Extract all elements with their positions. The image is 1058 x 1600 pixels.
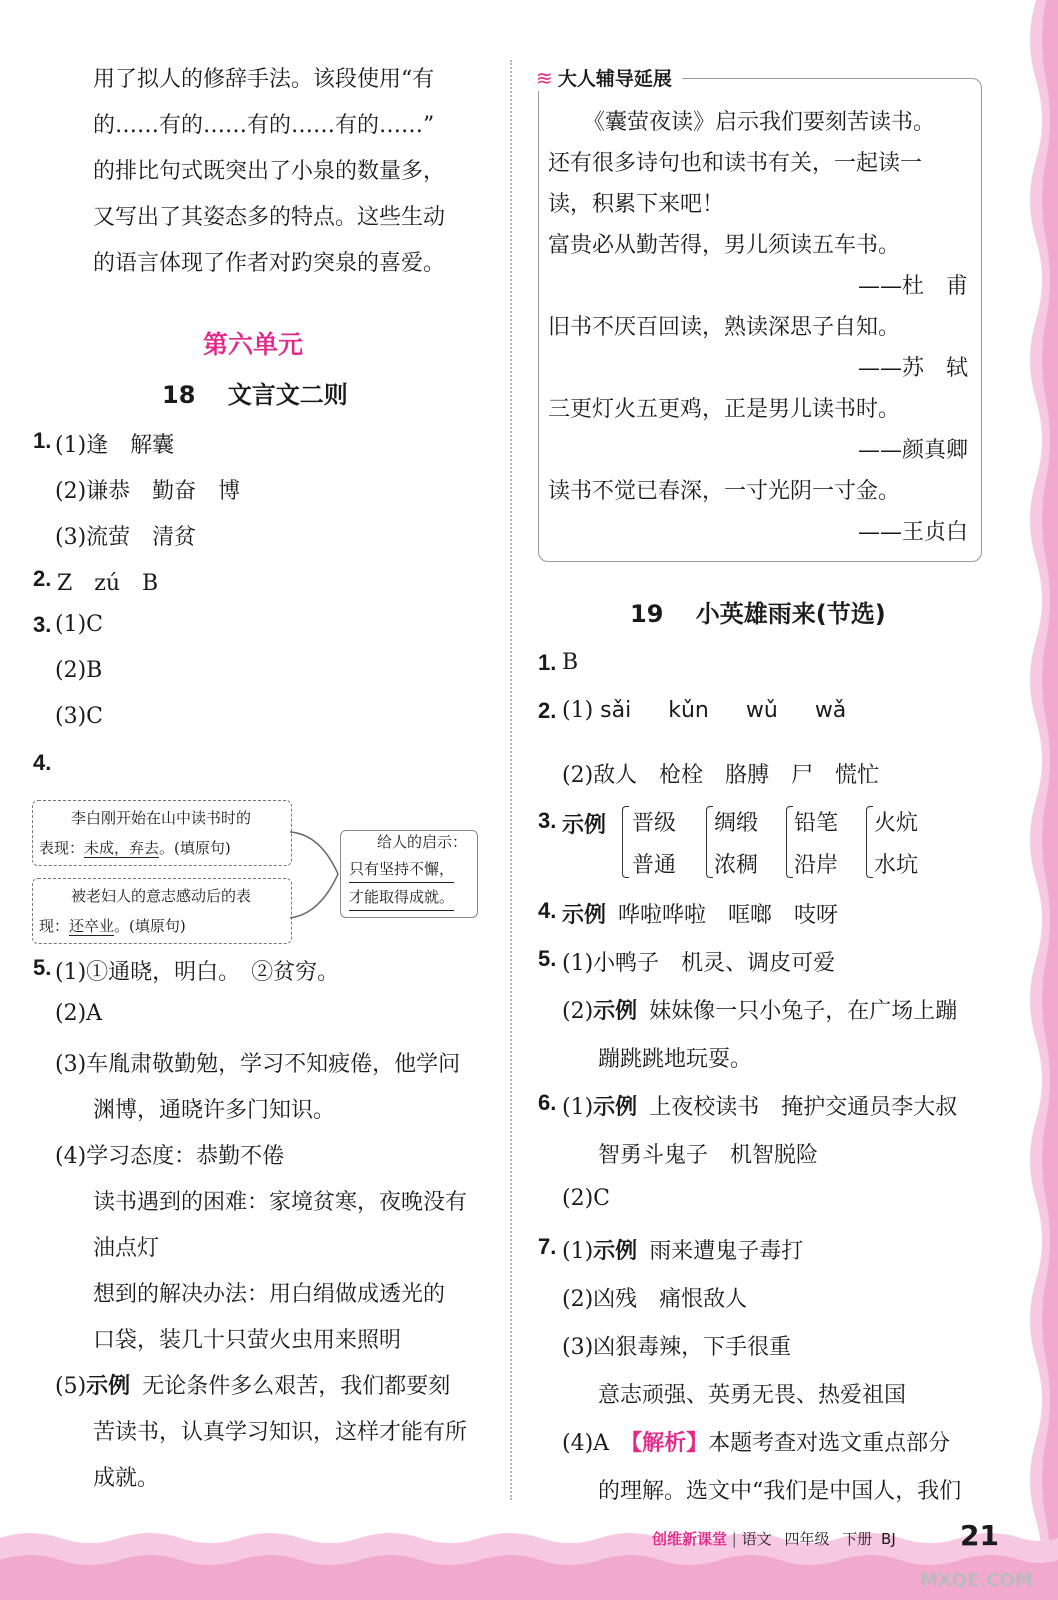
lesson-19-title: 小英雄雨来(节选)	[695, 600, 886, 628]
right-wavy-border	[996, 0, 1058, 1600]
q5-part-5-line3: 成就。	[93, 1466, 160, 1491]
q4-box1-answer: 未成，弃去	[84, 839, 160, 857]
r-q7-part-3-line1: (3)凶狠毒辣，下手很重	[562, 1335, 792, 1360]
ext-author-1: ——杜 甫	[857, 274, 968, 299]
intro-line-4: 又写出了其姿态多的特点。这些生动	[93, 205, 446, 230]
q5-part-4-line5: 口袋，装几十只萤火虫用来照明	[93, 1328, 402, 1353]
q4-box-after-moved	[32, 878, 292, 944]
q5-number: 5.	[33, 955, 52, 980]
r-q3-example-tag: 示例	[562, 813, 607, 838]
bracket-4	[866, 806, 873, 878]
q4-box2-answer: 还卒业	[69, 917, 115, 935]
r-q1-number: 1.	[538, 650, 557, 675]
q1-part-2: (2)谦恭 勤奋 博	[55, 479, 241, 504]
lesson-19-heading	[630, 594, 886, 629]
r-q4-number: 4.	[538, 898, 557, 923]
intro-line-2: 的……有的……有的……有的……”	[93, 113, 435, 138]
brand-name: 创维新课堂	[652, 1530, 728, 1548]
q2-number: 2.	[33, 566, 52, 591]
r-q7-part-4-line2: 的理解。选文中“我们是中国人，我们	[598, 1479, 962, 1504]
bracket-1	[622, 806, 629, 878]
extension-title: ≋ 大人辅导延展	[532, 64, 682, 91]
ext-author-2: ——苏 轼	[857, 356, 968, 381]
r-q7-part-2: (2)凶残 痛恨敌人	[562, 1287, 748, 1312]
r-q3-pair3-a: 铅笔	[794, 811, 839, 836]
q4-box1-line1: 李白刚开始在山中读书时的	[71, 809, 252, 827]
q5-part-4-line3: 油点灯	[93, 1236, 160, 1261]
r-q5-part-1: (1)小鸭子 机灵、调皮可爱	[562, 951, 836, 976]
bracket-3	[786, 806, 793, 878]
r-q5-part-2-line2: 蹦跳跳地玩耍。	[598, 1047, 753, 1072]
r-q6-part-1-line1: (1)示例 上夜校读书 掩护交通员李大叔	[562, 1095, 958, 1120]
q2-answer: Z zú B	[57, 571, 159, 596]
r-q2-part-2: (2)敌人 枪栓 胳膊 尸 慌忙	[562, 763, 880, 788]
r-q7-number: 7.	[538, 1234, 557, 1259]
r-q6-part-2: (2)C	[562, 1186, 610, 1211]
q3-part-3: (3)C	[55, 704, 103, 729]
r-q3-pair2-b: 浓稠	[714, 853, 759, 878]
edition: BJ	[881, 1530, 896, 1548]
lesson-18-heading	[162, 375, 348, 410]
q5-part-3-line1: (3)车胤肃敬勤勉，学习不知疲倦，他学问	[55, 1052, 461, 1077]
r-q3-pair1-b: 普通	[632, 853, 677, 878]
q5-example-tag: 示例	[86, 1374, 131, 1399]
grade: 四年级	[784, 1530, 830, 1548]
q5-part-5-line2: 苦读书，认真学习知识，这样才能有所	[93, 1420, 468, 1445]
ext-author-4: ——王贞白	[857, 520, 968, 545]
ext-line-4: 富贵必从勤苦得，男儿须读五车书。	[548, 233, 901, 258]
unit-title: 第六单元	[203, 330, 304, 359]
r-q1-answer: B	[562, 650, 579, 675]
watermark: MXQE.COM	[920, 1570, 1033, 1591]
intro-line-1: 用了拟人的修辞手法。该段使用“有	[93, 67, 435, 92]
volume: 下册	[842, 1530, 873, 1548]
r-q3-pair4-b: 水坑	[874, 853, 919, 878]
r-q6-number: 6.	[538, 1090, 557, 1115]
q5-part-4-line4: 想到的解决办法：用白绢做成透光的	[93, 1282, 446, 1307]
r-q3-number: 3.	[538, 808, 557, 833]
ext-line-2: 还有很多诗句也和读书有关，一起读一	[548, 151, 923, 176]
ext-line-10: 读书不觉已春深，一寸光阴一寸金。	[548, 479, 901, 504]
q4-box3-line1: 给人的启示：	[377, 833, 468, 851]
q4-box-lesson	[340, 830, 478, 918]
q4-connector-brace	[290, 820, 344, 930]
q3-number: 3.	[33, 612, 52, 637]
intro-line-5: 的语言体现了作者对趵突泉的喜爱。	[93, 251, 446, 276]
q1-part-1: (1)逢 解囊	[55, 433, 175, 458]
q4-box2-line2: 现：还卒业。(填原句)	[39, 917, 186, 935]
footer-info: 创维新课堂 | 语文 四年级 下册 BJ	[652, 1530, 896, 1548]
r-q5-part-2-line1: (2)示例 妹妹像一只小兔子，在广场上蹦	[562, 999, 958, 1024]
r-q3-pair3-b: 沿岸	[794, 853, 839, 878]
pinyin-1: sǎi	[600, 698, 632, 723]
lesson-18-number: 18	[162, 381, 196, 409]
r-q4-answer: 示例 哗啦哗啦 哐啷 吱呀	[562, 903, 839, 928]
ext-line-8: 三更灯火五更鸡，正是男儿读书时。	[548, 397, 901, 422]
bracket-2	[706, 806, 713, 878]
ext-line-3: 读，积累下来吧！	[548, 192, 725, 217]
q1-part-3: (3)流萤 清贫	[55, 525, 197, 550]
q4-box-initial-behavior	[32, 800, 292, 866]
intro-line-3: 的排比句式既突出了小泉的数量多，	[93, 159, 446, 184]
r-q7-part-4-line1: (4)A 【解析】本题考查对选文重点部分	[562, 1431, 951, 1456]
pinyin-4: wǎ	[814, 698, 847, 723]
analysis-tag: 【解析】	[631, 1431, 709, 1456]
r-q3-pair1-a: 晋级	[632, 811, 677, 836]
q5-part-2: (2)A	[55, 1001, 103, 1026]
ext-line-6: 旧书不厌百回读，熟读深思子自知。	[548, 315, 901, 340]
r-q3-pair2-a: 绸缎	[714, 811, 759, 836]
q1-number: 1.	[33, 428, 52, 453]
ext-author-3: ——颜真卿	[857, 438, 968, 463]
q5-part-3-line2: 渊博，通晓许多门知识。	[93, 1098, 336, 1123]
q4-box3-line3: 才能取得成就。	[349, 884, 454, 911]
q3-part-1: (1)C	[55, 612, 103, 637]
r-q2-number: 2.	[538, 698, 557, 723]
q4-box2-line1: 被老妇人的意志感动后的表	[71, 887, 252, 905]
r-q6-part-1-line2: 智勇斗鬼子 机智脱险	[598, 1143, 819, 1168]
r-q3-pair4-a: 火炕	[874, 811, 919, 836]
lesson-18-title: 文言文二则	[227, 381, 348, 409]
r-q5-number: 5.	[538, 946, 557, 971]
lesson-19-number: 19	[630, 600, 664, 628]
wave-icon: ≋	[536, 66, 553, 90]
q5-part-4-line2: 读书遇到的困难：家境贫寒，夜晚没有	[93, 1190, 468, 1215]
q5-part-1: (1)①通晓，明白。 ②贫穷。	[55, 960, 340, 985]
q5-part-4-line1: (4)学习态度：恭勤不倦	[55, 1144, 285, 1169]
ext-line-1: 《囊萤夜读》启示我们要刻苦读书。	[583, 110, 936, 135]
r-q2-part-1: (1) sǎi kǔn wǔ wǎ	[562, 698, 847, 723]
pinyin-3: wǔ	[745, 698, 778, 723]
r-q7-part-1: (1)示例 雨来遭鬼子毒打	[562, 1239, 804, 1264]
q4-number: 4.	[33, 750, 52, 775]
subject: 语文	[741, 1530, 772, 1548]
r-q7-part-3-line2: 意志顽强、英勇无畏、热爱祖国	[598, 1383, 907, 1408]
page-number: 21	[960, 1519, 999, 1552]
q5-part-5-line1: (5)示例 无论条件多么艰苦，我们都要刻	[55, 1374, 451, 1399]
column-divider	[510, 60, 512, 1500]
q3-part-2: (2)B	[55, 658, 103, 683]
q4-box3-line2: 只有坚持不懈，	[349, 856, 454, 883]
q4-box1-line2: 表现：未成，弃去。(填原句)	[39, 839, 231, 857]
pinyin-2: kǔn	[668, 698, 709, 723]
